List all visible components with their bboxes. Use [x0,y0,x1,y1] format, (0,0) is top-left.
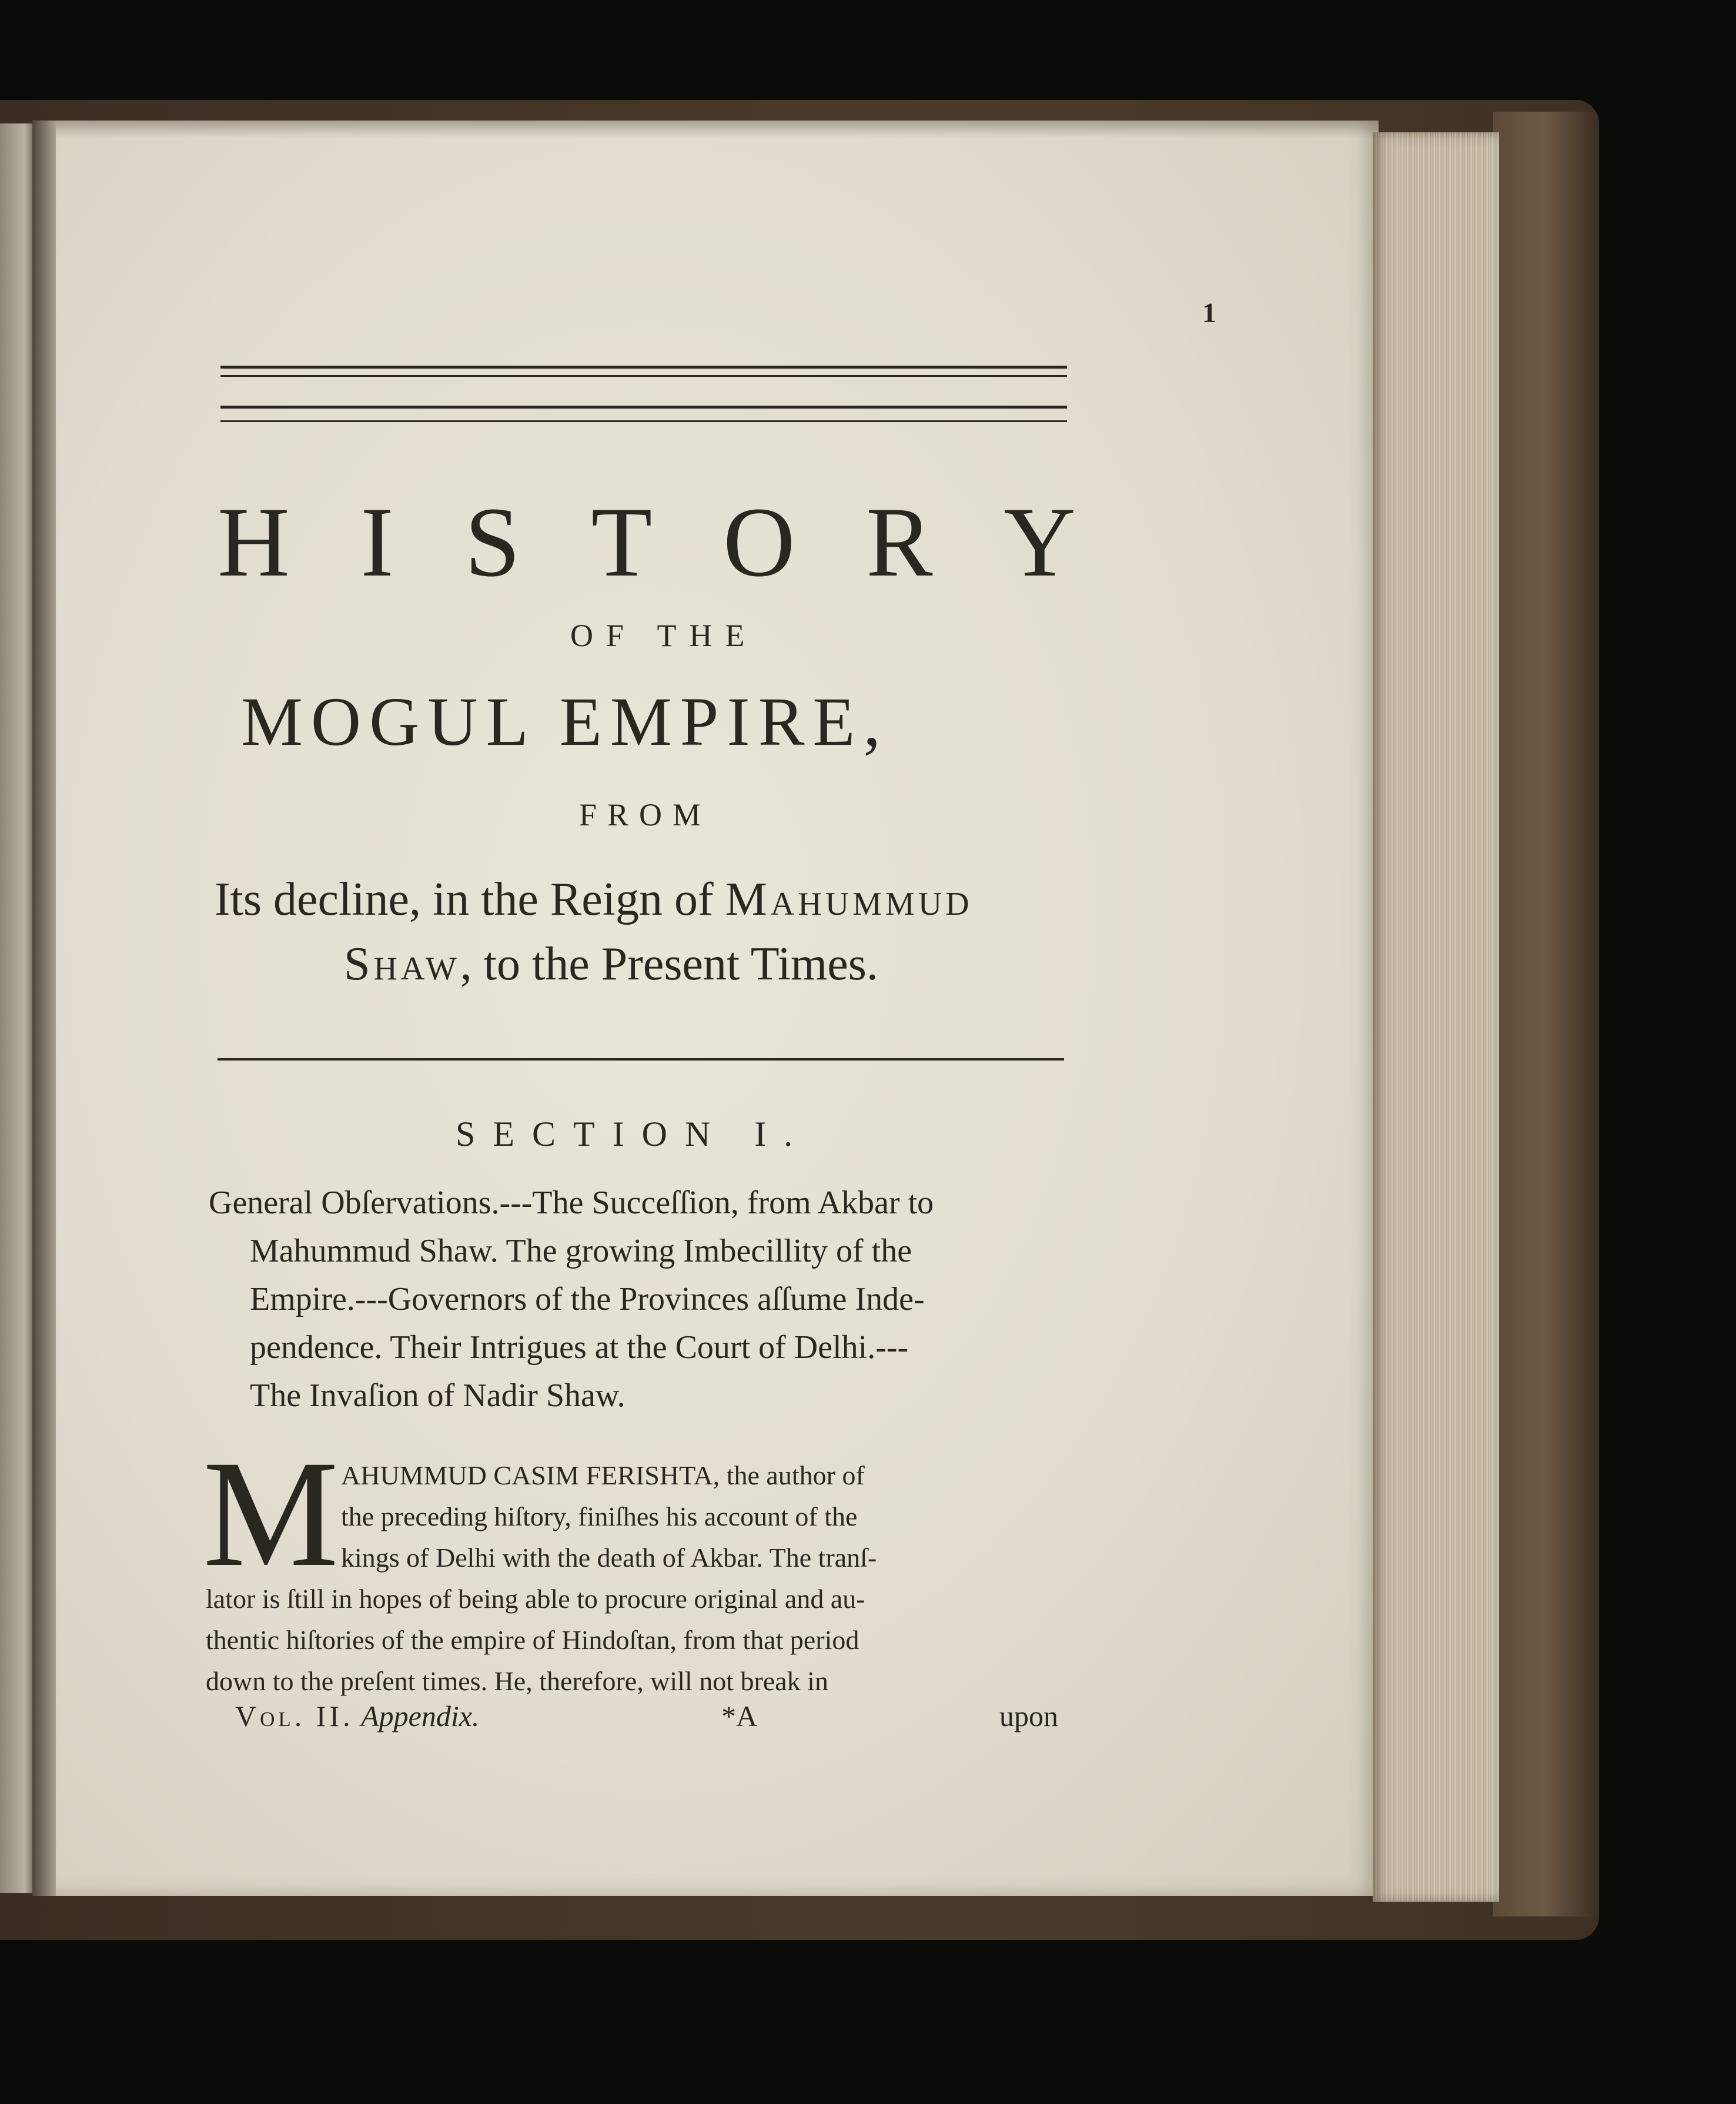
body-first-lines [341,1455,877,1578]
appendix-label: Appendix. [361,1700,480,1732]
body-line: AHUMMUD CASIM FERISHTA, the author of [341,1460,865,1490]
title-letter: Y [1004,487,1076,597]
main-title [218,485,1076,600]
summary-line: Mahummud Shaw. The growing Imbecillity of the [250,1233,912,1269]
title-letter: H [218,487,290,597]
title-letter: R [866,487,933,597]
body-text [206,1578,1058,1702]
subtitle-line-1 [215,873,973,926]
footer-volume [235,1699,479,1733]
page-fore-edge [1373,132,1499,1902]
body-line: down to the preſent times. He, therefore, will not break in [206,1666,828,1696]
signature-mark: *A [721,1700,758,1732]
page-footer [235,1699,1058,1733]
page-number: 1 [1202,297,1216,329]
drop-cap: M [203,1429,339,1598]
subtitle-name: Shaw [344,938,460,990]
title-letter: I [360,487,394,597]
top-rule-4 [220,420,1067,422]
title-empire: MOGUL EMPIRE, [241,683,889,760]
body-line: the preceding hiſtory, finiſhes his account of the [341,1501,858,1531]
section-summary [209,1179,1076,1420]
summary-line: The Invaſion of Nadir Shaw. [250,1377,626,1414]
summary-line: General Obſervations.---The Succeſſion, from Akbar to [209,1185,934,1221]
body-line: kings of Delhi with the death of Akbar. The tranſ- [341,1543,877,1573]
title-letter: T [591,487,653,597]
gutter [32,121,56,1896]
title-letter: O [723,487,795,597]
middle-rule [218,1058,1064,1061]
top-rule-2 [220,375,1067,377]
summary-line: Empire.---Governors of the Provinces aſſume Inde- [250,1281,925,1317]
top-rule-3 [220,406,1067,409]
subtitle-text: , to the Present Times. [460,938,878,990]
title-letter: S [464,487,521,597]
summary-line: pendence. Their Intrigues at the Court of Delhi.--- [250,1329,909,1366]
subtitle-line-2 [344,938,878,991]
book-cover-edge [1493,112,1593,1916]
subtitle-name: Mahummud [725,874,973,925]
subtitle-text: Its decline, in the Reign of [215,874,725,925]
section-heading: SECTION I. [456,1115,811,1153]
left-page-edge [0,123,35,1893]
volume-label: Vol. II. [235,1700,354,1732]
page-shadow [50,121,1379,138]
top-rule-1 [220,366,1067,369]
title-of-the: OF THE [570,618,758,653]
title-from: FROM [579,797,712,832]
catchword: upon [999,1700,1058,1732]
body-line: lator is ſtill in hopes of being able to procure original and au- [206,1584,865,1614]
body-line: thentic hiſtories of the empire of Hindoſtan, from that period [206,1625,859,1655]
